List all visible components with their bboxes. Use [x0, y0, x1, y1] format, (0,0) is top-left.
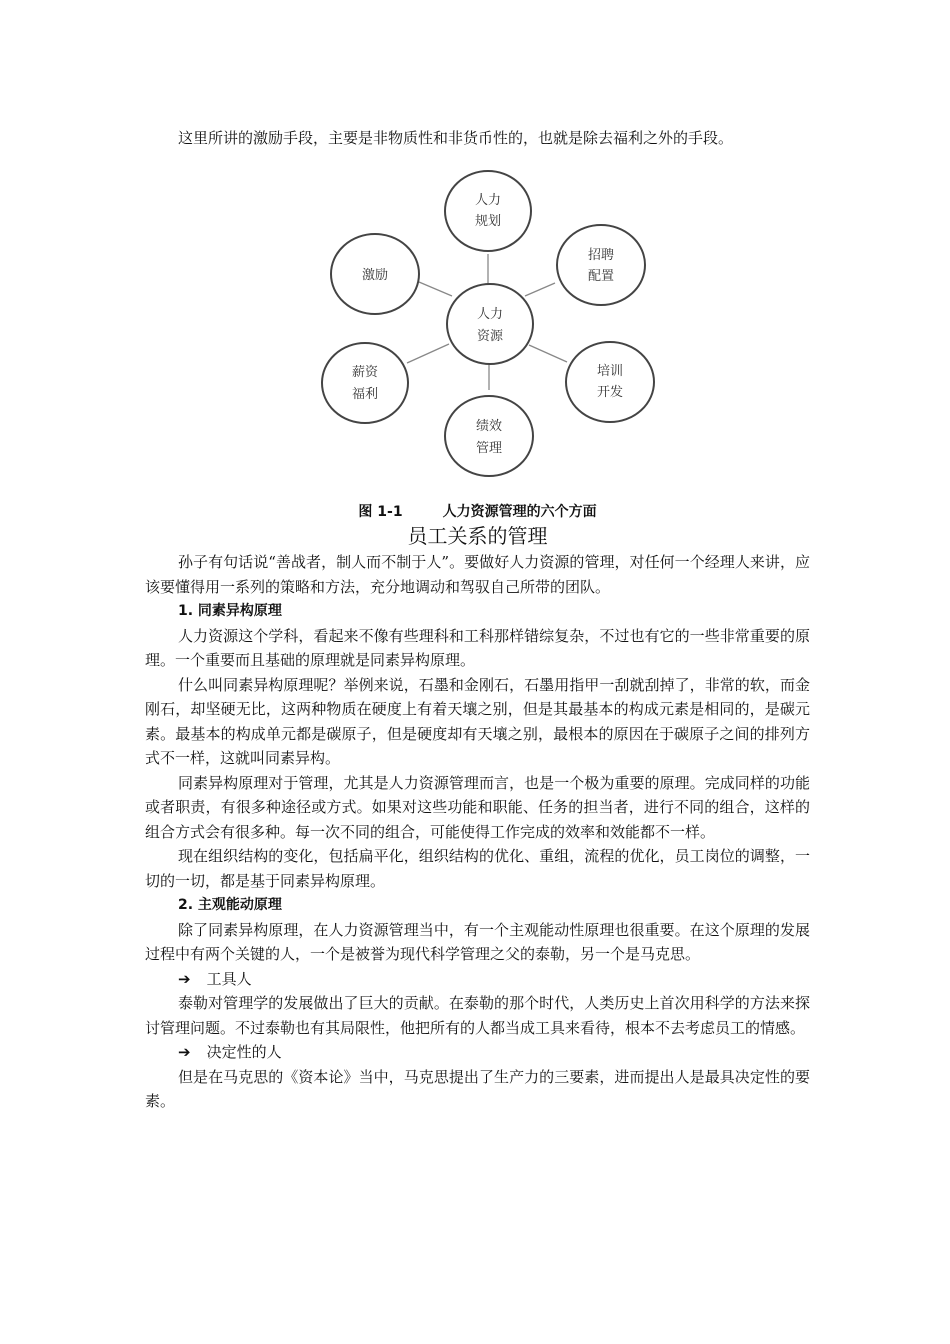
- paragraph: 现在组织结构的变化，包括扁平化，组织结构的优化、重组，流程的优化，员工岗位的调整，一切的一切，都是基于同素异构原理。: [145, 847, 810, 890]
- subheading: 1. 同素异构原理: [178, 603, 282, 619]
- arrow-icon: ➔: [178, 1043, 191, 1061]
- paragraph: 同素异构原理对于管理，尤其是人力资源管理而言，也是一个极为重要的原理。完成同样的功能或者职责，有很多种途径或方式。如果对这些功能和职能、任务的担当者，进行不同的组合，这样的组合方式会有很多种。每一次不同的组合，可能使得工作完成的效率和效能都不一样。: [145, 773, 810, 841]
- node-label: 配置: [587, 269, 615, 284]
- node-label: 激励: [361, 268, 389, 283]
- node-label: 绩效: [475, 419, 503, 434]
- node-performance: [445, 396, 533, 476]
- center-label-1: 人力: [476, 307, 504, 322]
- section-title: 员工关系的管理: [407, 524, 548, 548]
- node-label: 人力: [474, 193, 502, 208]
- node-label: 开发: [596, 385, 624, 400]
- figure-caption: [145, 501, 810, 521]
- bullet-label: 决定性的人: [206, 1043, 282, 1061]
- paragraph: 泰勒对管理学的发展做出了巨大的贡献。在泰勒的那个时代，人类历史上首次用科学的方法来探讨管理问题。不过泰勒也有其局限性，他把所有的人都当成工具来看待，根本不去考虑员工的情感。: [145, 994, 810, 1037]
- node-label: 培训: [596, 364, 624, 379]
- paragraph: 人力资源这个学科，看起来不像有些理科和工科那样错综复杂，不过也有它的一些非常重要的原理。一个重要而且基础的原理就是同素异构原理。: [145, 626, 810, 669]
- node-training: [566, 342, 654, 422]
- paragraph: 但是在马克思的《资本论》当中，马克思提出了生产力的三要素，进而提出人是最具决定性的要素。: [145, 1067, 810, 1110]
- bullet-label: 工具人: [206, 969, 252, 988]
- node-label: 福利: [351, 387, 379, 402]
- paragraph: 孙子有句话说“善战者，制人而不制于人”。要做好人力资源的管理，对任何一个经理人来讲，应该要懂得用一系列的策略和方法，充分地调动和驾驭自己所带的团队。: [145, 553, 810, 596]
- arrow-icon: ➔: [178, 969, 191, 988]
- bullet-item: [145, 967, 810, 992]
- paragraph: 什么叫同素异构原理呢？举例来说，石墨和金刚石，石墨用指甲一刮就刮掉了，非常的软，而金刚石，却坚硬无比，这两种物质在硬度上有着天壤之别，但是其最基本的构成元素是相同的，是碳元素。最基本的构成单元都是碳原子，但是硬度却有天壤之别，最根本的原因在于碳原子之间的排列方式不一样，这就叫同素异构。: [145, 675, 810, 767]
- paragraph: 除了同素异构原理，在人力资源管理当中，有一个主观能动性原理也很重要。在这个原理的发展过程中有两个关键的人，一个是被誉为现代科学管理之父的泰勒，另一个是马克思。: [145, 920, 810, 963]
- node-label: 管理: [475, 441, 503, 456]
- subheading: 2. 主观能动原理: [178, 897, 282, 913]
- hr-six-aspects-diagram: [315, 158, 655, 488]
- node-recruitment: [557, 225, 645, 305]
- figure-number: 图 1-1: [358, 504, 403, 520]
- node-hr-planning: [445, 171, 531, 251]
- center-node: [447, 284, 533, 364]
- center-label-2: 资源: [476, 329, 504, 344]
- figure-title: 人力资源管理的六个方面: [442, 504, 597, 520]
- node-label: 招聘: [587, 248, 615, 263]
- node-label: 薪资: [351, 365, 379, 380]
- bullet-item: [145, 1040, 810, 1065]
- body-text: [145, 550, 810, 1114]
- node-label: 规划: [474, 214, 502, 229]
- node-compensation: [322, 343, 408, 423]
- intro-paragraph: 这里所讲的激励手段，主要是非物质性和非货币性的，也就是除去福利之外的手段。: [178, 129, 734, 147]
